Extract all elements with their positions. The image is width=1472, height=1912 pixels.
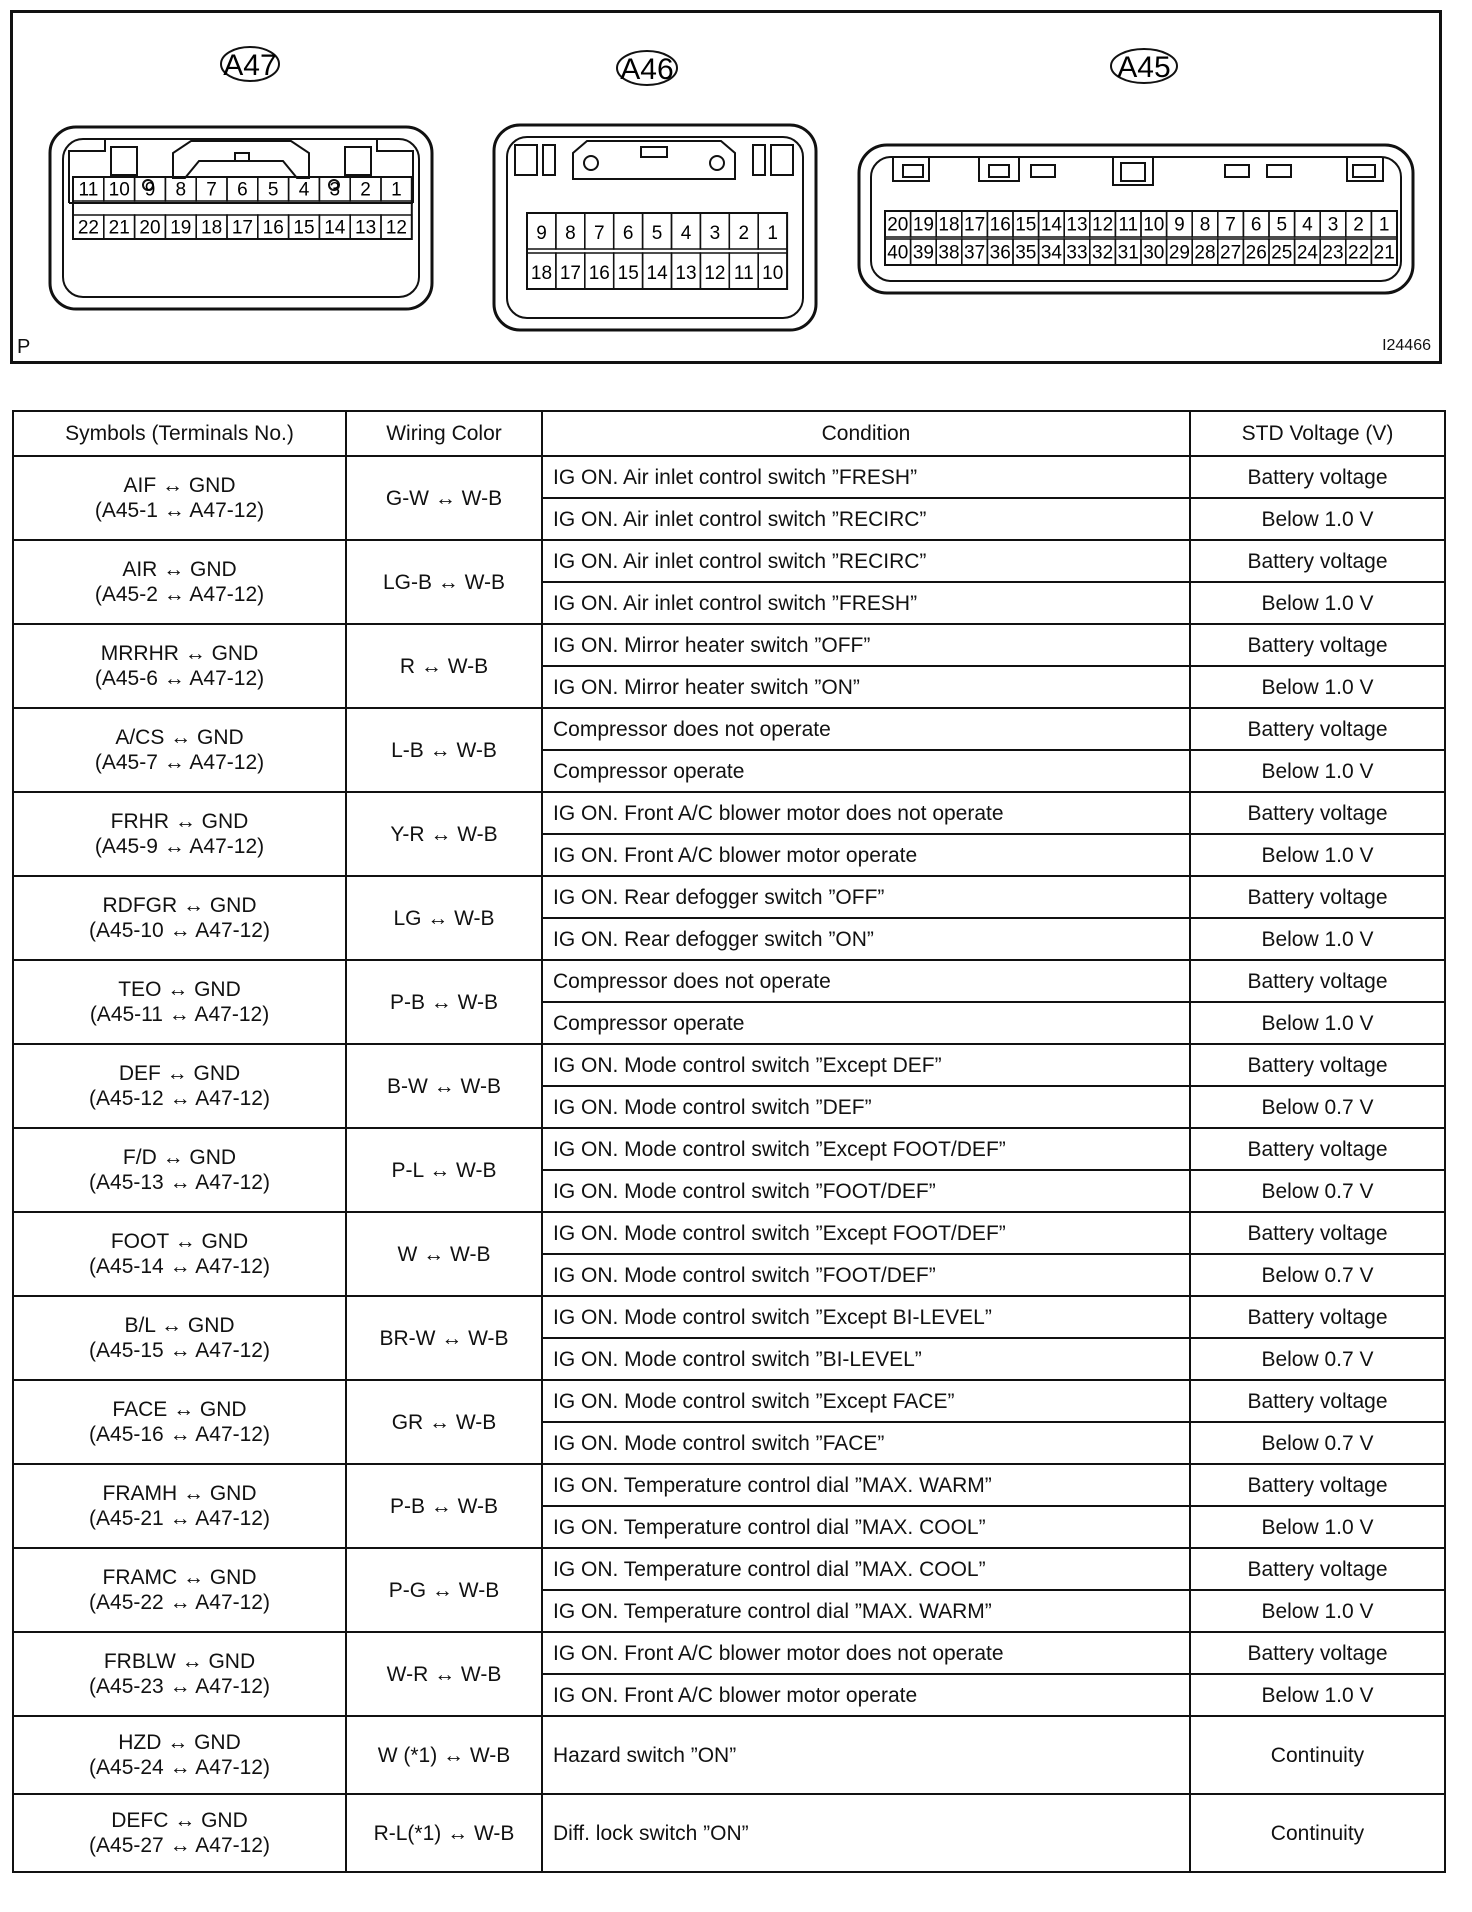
pin-number: 31 — [1117, 242, 1139, 264]
wiring-color-cell: P-B ↔ W-B — [346, 1464, 542, 1548]
signal-symbol: DEFC ↔ GND — [111, 1809, 248, 1832]
condition-cell: IG ON. Rear defogger switch ”ON” — [542, 918, 1190, 960]
pin-number: 14 — [324, 217, 346, 239]
std-voltage-cell: Battery voltage — [1190, 1128, 1445, 1170]
pin-number: 4 — [680, 222, 692, 244]
std-voltage-cell: Battery voltage — [1190, 540, 1445, 582]
table-body — [13, 456, 1445, 1872]
pin-number: 18 — [938, 214, 960, 236]
pin-number: 6 — [1250, 214, 1262, 236]
pin-number: 15 — [617, 262, 639, 284]
table-row — [13, 1632, 1445, 1674]
pin-number: 24 — [1296, 242, 1318, 264]
terminal-numbers: (A45-14 ↔ A47-12) — [89, 1255, 270, 1278]
signal-symbol: A/CS ↔ GND — [115, 726, 244, 749]
pin-number: 11 — [78, 179, 99, 201]
condition-cell: IG ON. Mirror heater switch ”ON” — [542, 666, 1190, 708]
condition-cell: IG ON. Air inlet control switch ”RECIRC” — [542, 498, 1190, 540]
table-row — [13, 792, 1445, 834]
condition-cell: IG ON. Air inlet control switch ”FRESH” — [542, 582, 1190, 624]
table-row — [13, 1548, 1445, 1590]
symbol-cell — [13, 1380, 346, 1464]
pin-number: 15 — [1015, 214, 1037, 236]
wiring-color-cell: Y-R ↔ W-B — [346, 792, 542, 876]
terminal-numbers: (A45-27 ↔ A47-12) — [89, 1834, 270, 1857]
pin-number: 18 — [530, 262, 553, 284]
std-voltage-cell: Below 1.0 V — [1190, 1590, 1445, 1632]
wiring-color-cell: P-G ↔ W-B — [346, 1548, 542, 1632]
signal-symbol: B/L ↔ GND — [124, 1314, 235, 1337]
pin-number: 13 — [675, 262, 697, 284]
std-voltage-cell: Below 1.0 V — [1190, 1506, 1445, 1548]
condition-cell: IG ON. Mode control switch ”Except FOOT/DEF” — [542, 1128, 1190, 1170]
pin-number: 14 — [1040, 214, 1062, 236]
pin-number: 8 — [1199, 214, 1211, 236]
pin-number: 8 — [565, 222, 576, 244]
std-voltage-cell: Below 0.7 V — [1190, 1254, 1445, 1296]
terminal-numbers: (A45-10 ↔ A47-12) — [89, 919, 270, 942]
wiring-color-cell: R-L(*1) ↔ W-B — [346, 1794, 542, 1872]
pin-number: 29 — [1168, 242, 1190, 264]
signal-symbol: TEO ↔ GND — [118, 978, 241, 1001]
header-std-voltage: STD Voltage (V) — [1190, 411, 1445, 456]
symbol-cell — [13, 1632, 346, 1716]
table-row — [13, 708, 1445, 750]
connector-label-a47: A47 — [223, 49, 277, 82]
terminal-numbers: (A45-2 ↔ A47-12) — [94, 583, 265, 606]
pin-number: 9 — [144, 179, 156, 201]
pin-number: 1 — [1378, 214, 1390, 236]
condition-cell: Diff. lock switch ”ON” — [542, 1794, 1190, 1872]
table-row — [13, 540, 1445, 582]
condition-cell: Compressor does not operate — [542, 960, 1190, 1002]
wiring-color-cell: GR ↔ W-B — [346, 1380, 542, 1464]
pin-number: 32 — [1092, 242, 1114, 264]
wiring-color-cell: R ↔ W-B — [346, 624, 542, 708]
pin-number: 15 — [293, 217, 315, 239]
pin-number: 20 — [887, 214, 909, 236]
std-voltage-cell: Battery voltage — [1190, 1296, 1445, 1338]
pin-number: 38 — [938, 242, 960, 264]
terminal-numbers: (A45-13 ↔ A47-12) — [89, 1171, 270, 1194]
pin-number: 9 — [1174, 214, 1185, 236]
table-row — [13, 1464, 1445, 1506]
signal-symbol: FRBLW ↔ GND — [103, 1650, 256, 1673]
std-voltage-cell: Below 0.7 V — [1190, 1170, 1445, 1212]
pin-number: 9 — [536, 222, 547, 244]
pin-number: 10 — [1143, 214, 1165, 236]
figure-corner-mark: P — [17, 336, 31, 358]
condition-cell: Compressor operate — [542, 1002, 1190, 1044]
pin-number: 17 — [231, 217, 253, 239]
wiring-color-cell: LG-B ↔ W-B — [346, 540, 542, 624]
pin-number: 7 — [206, 179, 217, 201]
table-row — [13, 456, 1445, 498]
signal-symbol: AIR ↔ GND — [122, 558, 237, 581]
header-symbols: Symbols (Terminals No.) — [13, 411, 346, 456]
std-voltage-cell: Battery voltage — [1190, 960, 1445, 1002]
condition-cell: Compressor operate — [542, 750, 1190, 792]
std-voltage-cell: Battery voltage — [1190, 792, 1445, 834]
pin-number: 22 — [77, 217, 99, 239]
std-voltage-cell: Below 0.7 V — [1190, 1422, 1445, 1464]
pin-number: 4 — [1302, 214, 1313, 236]
figure-code: I24466 — [1382, 337, 1431, 354]
pin-number: 25 — [1271, 242, 1293, 264]
symbol-cell — [13, 1044, 346, 1128]
signal-symbol: HZD ↔ GND — [118, 1731, 241, 1754]
terminal-numbers: (A45-22 ↔ A47-12) — [89, 1591, 270, 1614]
std-voltage-cell: Battery voltage — [1190, 456, 1445, 498]
pin-number: 1 — [767, 222, 778, 244]
symbol-cell — [13, 540, 346, 624]
std-voltage-cell: Battery voltage — [1190, 1380, 1445, 1422]
std-voltage-cell: Below 0.7 V — [1190, 1338, 1445, 1380]
condition-cell: IG ON. Mode control switch ”FACE” — [542, 1422, 1190, 1464]
terminal-numbers: (A45-21 ↔ A47-12) — [89, 1507, 270, 1530]
connector-diagram — [13, 13, 1439, 361]
pin-number: 6 — [237, 179, 248, 201]
condition-cell: IG ON. Mode control switch ”DEF” — [542, 1086, 1190, 1128]
signal-symbol: FRAMH ↔ GND — [102, 1482, 257, 1505]
symbol-cell — [13, 792, 346, 876]
wiring-color-cell: W ↔ W-B — [346, 1212, 542, 1296]
pin-number: 27 — [1220, 242, 1242, 264]
condition-cell: IG ON. Air inlet control switch ”RECIRC” — [542, 540, 1190, 582]
std-voltage-cell: Continuity — [1190, 1716, 1445, 1794]
pin-number: 10 — [108, 179, 130, 201]
terminal-numbers: (A45-7 ↔ A47-12) — [94, 751, 265, 774]
condition-cell: IG ON. Temperature control dial ”MAX. WARM” — [542, 1464, 1190, 1506]
std-voltage-cell: Battery voltage — [1190, 1212, 1445, 1254]
condition-cell: IG ON. Front A/C blower motor does not operate — [542, 792, 1190, 834]
condition-cell: IG ON. Temperature control dial ”MAX. COOL” — [542, 1548, 1190, 1590]
signal-symbol: FRHR ↔ GND — [110, 810, 249, 833]
pin-number: 8 — [175, 179, 187, 201]
std-voltage-cell: Below 1.0 V — [1190, 666, 1445, 708]
std-voltage-cell: Battery voltage — [1190, 1464, 1445, 1506]
terminal-numbers: (A45-11 ↔ A47-12) — [89, 1003, 270, 1026]
pin-number: 22 — [1348, 242, 1370, 264]
condition-cell: Hazard switch ”ON” — [542, 1716, 1190, 1794]
table-row — [13, 1380, 1445, 1422]
pin-number: 1 — [391, 179, 402, 201]
pin-number: 35 — [1015, 242, 1037, 264]
signal-symbol: MRRHR ↔ GND — [100, 642, 259, 665]
condition-cell: IG ON. Mode control switch ”Except FOOT/DEF” — [542, 1212, 1190, 1254]
pin-number: 2 — [360, 179, 371, 201]
std-voltage-cell: Battery voltage — [1190, 708, 1445, 750]
pin-number: 6 — [622, 222, 634, 244]
condition-cell: IG ON. Front A/C blower motor operate — [542, 1674, 1190, 1716]
pin-number: 34 — [1040, 242, 1062, 264]
pin-number: 30 — [1143, 242, 1165, 264]
pin-number: 21 — [1373, 242, 1395, 264]
pin-number: 13 — [1066, 214, 1088, 236]
terminal-numbers: (A45-15 ↔ A47-12) — [89, 1339, 270, 1362]
connector-label-a45: A45 — [1117, 51, 1171, 84]
terminal-voltage-table — [12, 410, 1446, 1873]
condition-cell: IG ON. Mode control switch ”BI-LEVEL” — [542, 1338, 1190, 1380]
pin-number: 20 — [139, 217, 161, 239]
terminal-numbers: (A45-16 ↔ A47-12) — [89, 1423, 270, 1446]
connector-a45 — [859, 49, 1413, 293]
pin-number: 7 — [1225, 214, 1236, 236]
connector-a47 — [50, 47, 432, 309]
pin-number: 16 — [262, 217, 284, 239]
header-condition: Condition — [542, 411, 1190, 456]
symbol-cell — [13, 1128, 346, 1212]
condition-cell: IG ON. Mode control switch ”FOOT/DEF” — [542, 1254, 1190, 1296]
signal-symbol: F/D ↔ GND — [122, 1146, 237, 1169]
table-row — [13, 876, 1445, 918]
std-voltage-cell: Below 1.0 V — [1190, 918, 1445, 960]
symbol-cell — [13, 1296, 346, 1380]
terminal-numbers: (A45-24 ↔ A47-12) — [89, 1756, 270, 1779]
std-voltage-cell: Below 1.0 V — [1190, 1002, 1445, 1044]
table-header-row — [13, 411, 1445, 456]
pin-number: 14 — [646, 262, 668, 284]
std-voltage-cell: Continuity — [1190, 1794, 1445, 1872]
pin-number: 5 — [651, 222, 663, 244]
pin-number: 3 — [1327, 214, 1339, 236]
pin-number: 23 — [1322, 242, 1344, 264]
pin-number: 26 — [1245, 242, 1267, 264]
signal-symbol: RDFGR ↔ GND — [102, 894, 257, 917]
table-row — [13, 1716, 1445, 1794]
pin-number: 3 — [329, 179, 341, 201]
condition-cell: IG ON. Temperature control dial ”MAX. COOL” — [542, 1506, 1190, 1548]
symbol-cell — [13, 624, 346, 708]
symbol-cell — [13, 456, 346, 540]
connector-label-a46: A46 — [620, 53, 674, 86]
terminal-numbers: (A45-23 ↔ A47-12) — [89, 1675, 270, 1698]
table-row — [13, 1128, 1445, 1170]
pin-number: 4 — [298, 179, 310, 201]
condition-cell: IG ON. Air inlet control switch ”FRESH” — [542, 456, 1190, 498]
pin-number: 3 — [709, 222, 721, 244]
signal-symbol: FACE ↔ GND — [112, 1398, 247, 1421]
pin-number: 39 — [912, 242, 934, 264]
wiring-color-cell: P-B ↔ W-B — [346, 960, 542, 1044]
symbol-cell — [13, 876, 346, 960]
std-voltage-cell: Battery voltage — [1190, 624, 1445, 666]
table-row — [13, 1794, 1445, 1872]
terminal-numbers: (A45-12 ↔ A47-12) — [89, 1087, 270, 1110]
signal-symbol: FOOT ↔ GND — [110, 1230, 249, 1253]
condition-cell: Compressor does not operate — [542, 708, 1190, 750]
pin-number: 2 — [738, 222, 750, 244]
std-voltage-cell: Below 1.0 V — [1190, 498, 1445, 540]
symbol-cell — [13, 1794, 346, 1872]
pin-number: 10 — [762, 262, 784, 284]
std-voltage-cell: Battery voltage — [1190, 1632, 1445, 1674]
condition-cell: IG ON. Temperature control dial ”MAX. WARM” — [542, 1590, 1190, 1632]
table-row — [13, 1044, 1445, 1086]
signal-symbol: FRAMC ↔ GND — [102, 1566, 257, 1589]
wiring-color-cell: B-W ↔ W-B — [346, 1044, 542, 1128]
wiring-color-cell: P-L ↔ W-B — [346, 1128, 542, 1212]
std-voltage-cell: Battery voltage — [1190, 876, 1445, 918]
header-wiring-color: Wiring Color — [346, 411, 542, 456]
pin-number: 5 — [267, 179, 279, 201]
terminal-numbers: (A45-1 ↔ A47-12) — [94, 499, 265, 522]
table-row — [13, 1212, 1445, 1254]
pin-number: 33 — [1066, 242, 1088, 264]
connector-figure — [10, 10, 1442, 364]
pin-number: 19 — [170, 217, 192, 239]
pin-number: 12 — [1092, 214, 1114, 236]
pin-number: 21 — [108, 217, 130, 239]
pin-number: 2 — [1353, 214, 1364, 236]
wiring-color-cell: BR-W ↔ W-B — [346, 1296, 542, 1380]
pin-number: 11 — [733, 262, 754, 284]
wiring-color-cell: L-B ↔ W-B — [346, 708, 542, 792]
pin-number: 16 — [989, 214, 1011, 236]
std-voltage-cell: Below 1.0 V — [1190, 750, 1445, 792]
symbol-cell — [13, 1716, 346, 1794]
pin-number: 5 — [1276, 214, 1288, 236]
pin-number: 18 — [201, 217, 223, 239]
pin-number: 28 — [1194, 242, 1216, 264]
condition-cell: IG ON. Mode control switch ”Except DEF” — [542, 1044, 1190, 1086]
condition-cell: IG ON. Rear defogger switch ”OFF” — [542, 876, 1190, 918]
std-voltage-cell: Below 1.0 V — [1190, 1674, 1445, 1716]
condition-cell: IG ON. Mode control switch ”Except FACE” — [542, 1380, 1190, 1422]
condition-cell: IG ON. Mirror heater switch ”OFF” — [542, 624, 1190, 666]
std-voltage-cell: Below 1.0 V — [1190, 582, 1445, 624]
pin-number: 17 — [559, 262, 581, 284]
symbol-cell — [13, 708, 346, 792]
pin-number: 17 — [964, 214, 986, 236]
condition-cell: IG ON. Mode control switch ”FOOT/DEF” — [542, 1170, 1190, 1212]
wiring-color-cell: W-R ↔ W-B — [346, 1632, 542, 1716]
table-row — [13, 624, 1445, 666]
condition-cell: IG ON. Front A/C blower motor operate — [542, 834, 1190, 876]
symbol-cell — [13, 1212, 346, 1296]
pin-number: 16 — [588, 262, 610, 284]
wiring-color-cell: G-W ↔ W-B — [346, 456, 542, 540]
wiring-color-cell: LG ↔ W-B — [346, 876, 542, 960]
std-voltage-cell: Battery voltage — [1190, 1548, 1445, 1590]
pin-number: 19 — [912, 214, 934, 236]
pin-number: 12 — [704, 262, 726, 284]
wiring-color-cell: W (*1) ↔ W-B — [346, 1716, 542, 1794]
pin-number: 13 — [355, 217, 377, 239]
condition-cell: IG ON. Front A/C blower motor does not operate — [542, 1632, 1190, 1674]
symbol-cell — [13, 1464, 346, 1548]
symbol-cell — [13, 960, 346, 1044]
symbol-cell — [13, 1548, 346, 1632]
signal-symbol: DEF ↔ GND — [118, 1062, 241, 1085]
pin-number: 37 — [964, 242, 986, 264]
std-voltage-cell: Battery voltage — [1190, 1044, 1445, 1086]
pin-number: 12 — [385, 217, 407, 239]
std-voltage-cell: Below 1.0 V — [1190, 834, 1445, 876]
condition-cell: IG ON. Mode control switch ”Except BI-LEVEL” — [542, 1296, 1190, 1338]
terminal-numbers: (A45-9 ↔ A47-12) — [94, 835, 265, 858]
std-voltage-cell: Below 0.7 V — [1190, 1086, 1445, 1128]
pin-number: 7 — [594, 222, 605, 244]
terminal-numbers: (A45-6 ↔ A47-12) — [94, 667, 265, 690]
connector-a46 — [494, 51, 816, 330]
pin-number: 40 — [887, 242, 909, 264]
table-row — [13, 960, 1445, 1002]
pin-number: 11 — [1118, 214, 1139, 236]
table-row — [13, 1296, 1445, 1338]
pin-number: 36 — [989, 242, 1011, 264]
signal-symbol: AIF ↔ GND — [123, 474, 236, 497]
